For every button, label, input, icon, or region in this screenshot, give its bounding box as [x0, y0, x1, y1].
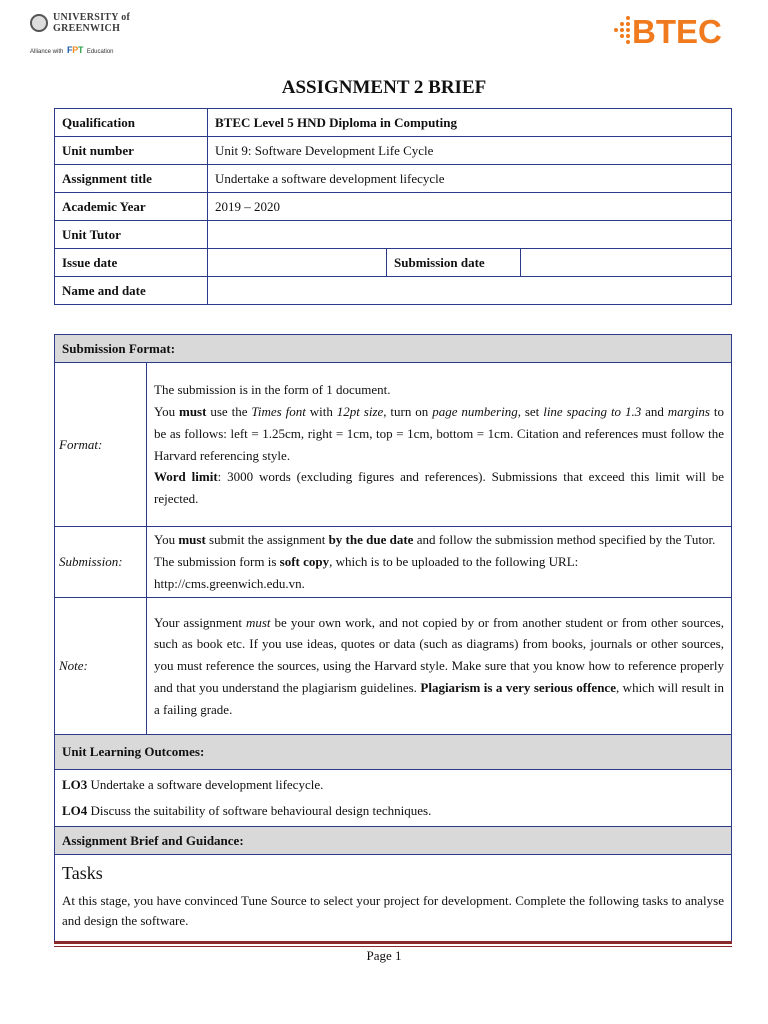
- note-span: be your own work, and not copied by or from another student or from other sources, such as book etc. If you use ideas, quotes or data (such as diagrams) from books, journals or other sources, you must reference the sources, using the Harvard style. Make sure that you know how to reference properly and that you understand the plagiarism guidelines.: [154, 614, 724, 695]
- issue-date-label: Issue date: [55, 249, 208, 277]
- format-em: line spacing to 1.3: [543, 403, 642, 419]
- lo4-code: LO4: [62, 803, 88, 818]
- fpt-f: F: [67, 45, 73, 55]
- tasks-heading: Tasks: [62, 863, 103, 883]
- format-span: You: [154, 403, 179, 419]
- tasks-text: At this stage, you have convinced Tune Source to select your project for development. Complete the following tasks to analyse and design the software.: [62, 893, 724, 928]
- assignment-title-label: Assignment title: [55, 165, 208, 193]
- table-row: [55, 527, 732, 598]
- note-span: Your assignment: [154, 614, 246, 630]
- brief-guidance-heading: Assignment Brief and Guidance:: [55, 827, 732, 855]
- learning-outcomes-list: [55, 770, 732, 827]
- submission-date-value: [521, 249, 732, 277]
- format-span: , set: [517, 403, 544, 419]
- submission-date-label: Submission date: [387, 249, 521, 277]
- submission-format-table: [54, 334, 732, 943]
- unit-number-value: Unit 9: Software Development Life Cycle: [208, 137, 732, 165]
- table-row: [55, 249, 732, 277]
- name-and-date-value: [208, 277, 732, 305]
- table-row: [55, 735, 732, 770]
- word-limit-label: Word limit: [154, 469, 218, 485]
- submission-format-heading: Submission Format:: [55, 335, 732, 363]
- note-text: [147, 598, 732, 735]
- table-row: [55, 277, 732, 305]
- table-row: [55, 770, 732, 827]
- format-span: use the: [206, 403, 252, 419]
- table-row: [55, 193, 732, 221]
- table-row: [55, 137, 732, 165]
- submission-label: Submission:: [55, 527, 147, 598]
- tasks-cell: [55, 855, 732, 943]
- document-title: ASSIGNMENT 2 BRIEF: [281, 77, 487, 98]
- qualification-label: Qualification: [55, 109, 208, 137]
- assignment-info-table: [54, 108, 732, 305]
- submission-span: submit the assignment: [205, 532, 329, 548]
- assignment-title-value: Undertake a software development lifecycle: [208, 165, 732, 193]
- alliance-prefix: Alliance with: [30, 49, 64, 55]
- lo3-text: Undertake a software development lifecycle.: [87, 777, 324, 792]
- fpt-p: P: [72, 45, 78, 55]
- table-row: [55, 109, 732, 137]
- list-item: [62, 772, 724, 798]
- note-em: must: [245, 614, 271, 630]
- format-span: and: [641, 403, 668, 419]
- submission-em: soft copy: [279, 554, 330, 570]
- unit-tutor-label: Unit Tutor: [55, 221, 208, 249]
- format-span: with: [305, 403, 337, 419]
- footer-rule: [54, 941, 732, 944]
- lo4-text: Discuss the suitability of software behavioural design techniques.: [87, 803, 432, 818]
- alliance-suffix: Education: [86, 49, 114, 55]
- format-span: , turn on: [383, 403, 433, 419]
- format-line: The submission is in the form of 1 document.: [154, 382, 391, 398]
- academic-year-label: Academic Year: [55, 193, 208, 221]
- university-name-line2: GREENWICH: [53, 23, 121, 34]
- submission-span: You: [154, 532, 179, 548]
- format-em: margins: [667, 403, 710, 419]
- table-row: [55, 221, 732, 249]
- format-em: page numbering: [432, 403, 518, 419]
- issue-date-value: [208, 249, 387, 277]
- btec-dots-icon: [614, 16, 632, 48]
- format-em: 12pt size: [336, 403, 384, 419]
- submission-em: must: [178, 532, 206, 548]
- format-text: [147, 363, 732, 527]
- format-em: Times font: [251, 403, 306, 419]
- plagiarism-warning: Plagiarism is a very serious offence: [420, 679, 616, 695]
- btec-logo: [614, 12, 744, 52]
- learning-outcomes-heading: Unit Learning Outcomes:: [55, 735, 732, 770]
- university-name-line1: UNIVERSITY of: [53, 12, 131, 23]
- list-item: [62, 798, 724, 824]
- submission-span: , which is to be uploaded to the following URL: http://cms.greenwich.edu.vn.: [154, 554, 579, 591]
- submission-text: [147, 527, 732, 598]
- unit-tutor-value: [208, 221, 732, 249]
- format-em: must: [179, 403, 207, 419]
- university-crest-icon: [30, 14, 48, 32]
- qualification-value: BTEC Level 5 HND Diploma in Computing: [208, 109, 732, 137]
- word-limit-text: : 3000 words (excluding figures and references). Submissions that exceed this limit will be rejected.: [154, 469, 724, 507]
- university-name: [53, 12, 130, 34]
- lo3-code: LO3: [62, 777, 88, 792]
- note-label: Note:: [55, 598, 147, 735]
- format-span: to be as follows: left = 1.25cm, right = 1cm, top = 1cm, bottom = 1cm. Citation and references must follow the Harvard referencing style.: [154, 403, 724, 463]
- academic-year-value: 2019 – 2020: [208, 193, 732, 221]
- table-row: [55, 855, 732, 943]
- table-row: [55, 165, 732, 193]
- fpt-logo: [67, 45, 83, 55]
- btec-logo-text: BTEC: [632, 13, 722, 50]
- unit-number-label: Unit number: [55, 137, 208, 165]
- note-span: , which will result in a failing grade.: [154, 679, 725, 717]
- submission-em: by the due date: [328, 532, 414, 548]
- university-of-greenwich-logo: [30, 12, 190, 64]
- footer-rule-thin: [54, 946, 732, 947]
- format-label: Format:: [55, 363, 147, 527]
- alliance-line: [30, 45, 114, 55]
- submission-span: and follow the submission method specified by the Tutor. The submission form is: [154, 532, 716, 570]
- table-row: [55, 363, 732, 527]
- table-row: [55, 827, 732, 855]
- table-row: [55, 598, 732, 735]
- page-number: Page 1: [366, 948, 402, 963]
- name-and-date-label: Name and date: [55, 277, 208, 305]
- table-row: [55, 335, 732, 363]
- fpt-t: T: [77, 45, 84, 55]
